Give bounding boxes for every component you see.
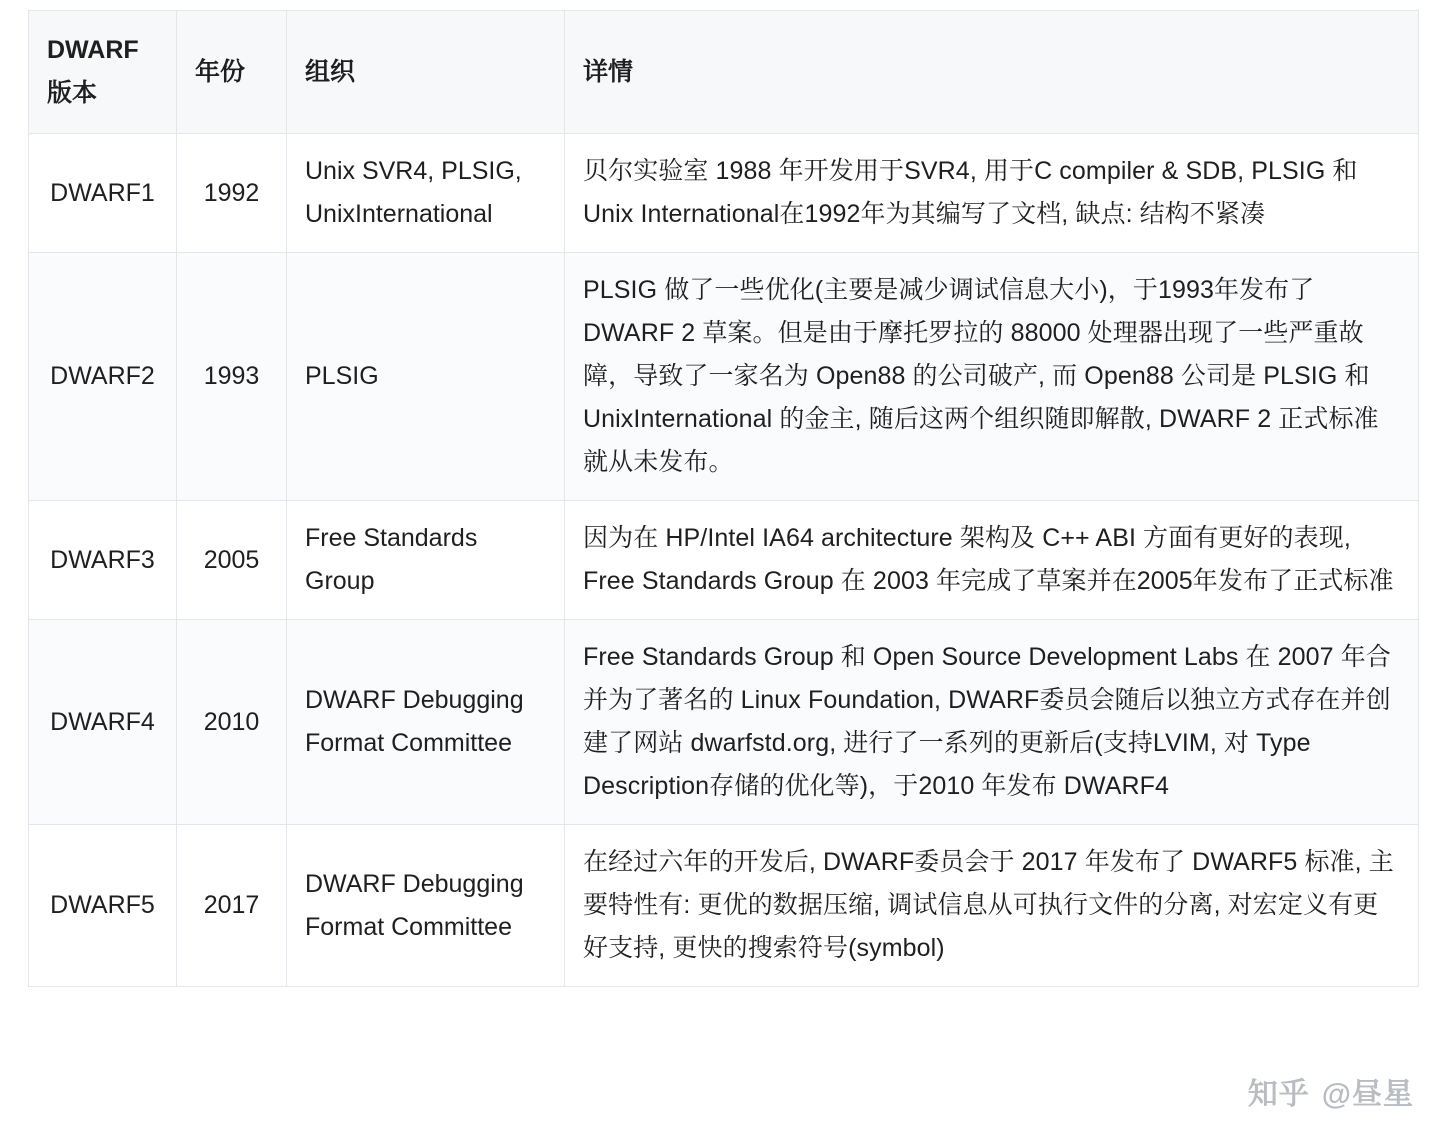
cell-org: DWARF Debugging Format Committee	[287, 825, 565, 987]
column-header-version: DWARF 版本	[29, 11, 177, 134]
cell-detail: 贝尔实验室 1988 年开发用于SVR4, 用于C compiler & SDB, PLSIG 和 Unix International在1992年为其编写了文档, 缺点: 结构不紧凑	[565, 134, 1419, 253]
cell-version: DWARF1	[29, 134, 177, 253]
table-row	[29, 825, 1419, 987]
table-header	[29, 11, 1419, 134]
dwarf-version-table	[28, 10, 1419, 987]
cell-org: Free Standards Group	[287, 501, 565, 620]
cell-year: 2017	[177, 825, 287, 987]
cell-year: 1992	[177, 134, 287, 253]
watermark	[1248, 1069, 1414, 1113]
cell-org: DWARF Debugging Format Committee	[287, 620, 565, 825]
cell-detail: 在经过六年的开发后, DWARF委员会于 2017 年发布了 DWARF5 标准, 主要特性有: 更优的数据压缩, 调试信息从可执行文件的分离, 对宏定义有更好支持, 更快的搜索符号(symbol)	[565, 825, 1419, 987]
table-row	[29, 620, 1419, 825]
table-body	[29, 134, 1419, 987]
table-row	[29, 253, 1419, 501]
column-header-year: 年份	[177, 11, 287, 134]
cell-version: DWARF3	[29, 501, 177, 620]
cell-year: 2005	[177, 501, 287, 620]
column-header-org: 组织	[287, 11, 565, 134]
table-row	[29, 501, 1419, 620]
watermark-handle: @昼星	[1321, 1078, 1414, 1111]
cell-year: 1993	[177, 253, 287, 501]
cell-detail: PLSIG 做了一些优化(主要是减少调试信息大小)，于1993年发布了DWARF 2 草案。但是由于摩托罗拉的 88000 处理器出现了一些严重故障，导致了一家名为 Open88 的公司破产, 而 Open88 公司是 PLSIG 和 UnixInternational 的金主, 随后这两个组织随即解散, DWARF 2 正式标准就从未发布。	[565, 253, 1419, 501]
cell-detail: Free Standards Group 和 Open Source Development Labs 在 2007 年合并为了著名的 Linux Foundation, DWARF委员会随后以独立方式存在并创建了网站 dwarfstd.org, 进行了一系列的更新后(支持LVIM, 对 Type Description存储的优化等)，于2010 年发布 DWARF4	[565, 620, 1419, 825]
table-row	[29, 134, 1419, 253]
zhihu-logo: 知乎	[1247, 1078, 1310, 1111]
cell-detail: 因为在 HP/Intel IA64 architecture 架构及 C++ ABI 方面有更好的表现, Free Standards Group 在 2003 年完成了草案并在2005年发布了正式标准	[565, 501, 1419, 620]
cell-version: DWARF5	[29, 825, 177, 987]
cell-org: Unix SVR4, PLSIG, UnixInternational	[287, 134, 565, 253]
cell-org: PLSIG	[287, 253, 565, 501]
cell-version: DWARF2	[29, 253, 177, 501]
table-header-row	[29, 11, 1419, 134]
cell-year: 2010	[177, 620, 287, 825]
cell-version: DWARF4	[29, 620, 177, 825]
column-header-detail: 详情	[565, 11, 1419, 134]
